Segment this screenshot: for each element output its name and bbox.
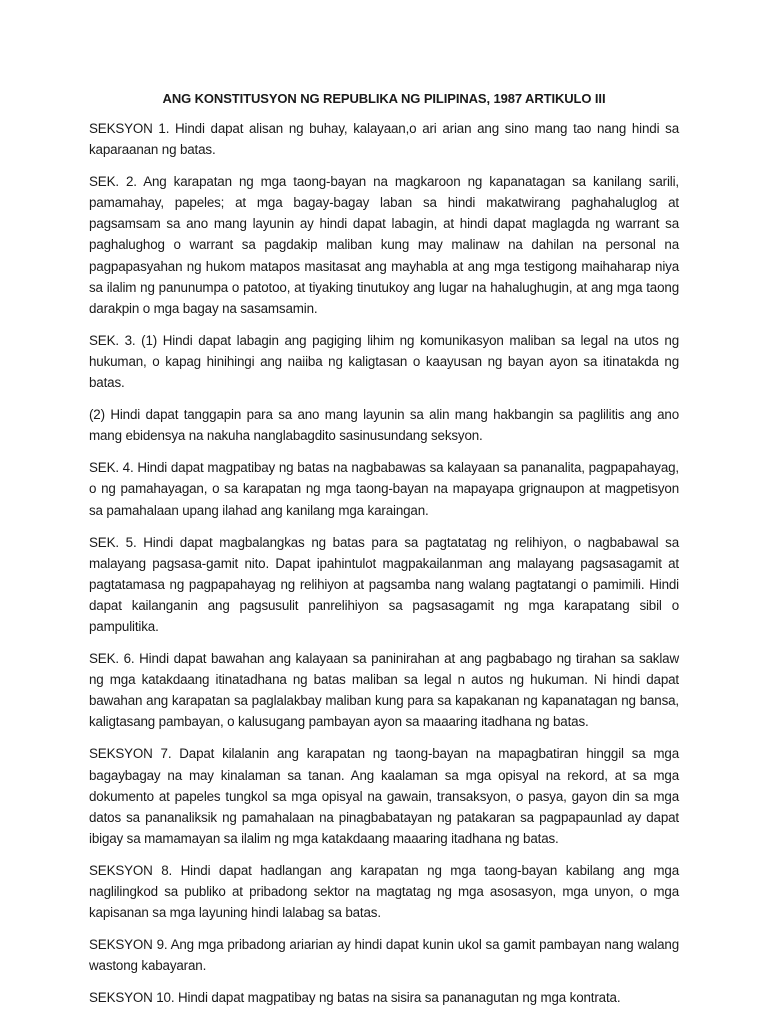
section-3-2-paragraph: (2) Hindi dapat tanggapin para sa ano mang layunin sa alin mang hakbangin sa paglilitis ang ano mang ebidensya na nakuha nanglabagdito sasinusundang seksyon.	[89, 407, 679, 444]
section-9-paragraph: SEKSYON 9. Ang mga pribadong ariarian ay hindi dapat kunin ukol sa gamit pambayan nang walang wastong kabayaran.	[89, 937, 679, 974]
section-8-paragraph: SEKSYON 8. Hindi dapat hadlangan ang karapatan ng mga taong-bayan kabilang ang mga naglilingkod sa publiko at pribadong sektor na magtatag ng mga asosasyon, mga unyon, o mga kapisanan sa mga layuning hindi lalabag sa batas.	[89, 862, 679, 921]
section-10-paragraph: SEKSYON 10. Hindi dapat magpatibay ng batas na sisira sa pananagutan ng mga kontrata.	[89, 990, 621, 1006]
section-7-paragraph: SEKSYON 7. Dapat kilalanin ang karapatan ng taong-bayan na mapagbatiran hinggil sa mga bagaybagay na may kinalaman sa tanan. Ang kaalaman sa mga opisyal na rekord, at sa mga dokumento at papeles tungkol sa mga opisyal na gawain, transaksyon, o pasya, gayon din sa mga datos sa pananaliksik ng pamahalaan na pinagbabatayan ng patakaran sa pagpapaunlad ay dapat ibigay sa mamamayan sa ilalim ng mga katakdaang maaaring itadhana ng batas.	[89, 746, 679, 846]
section-2-paragraph: SEK. 2. Ang karapatan ng mga taong-bayan na magkaroon ng kapanatagan sa kanilang sarili, pamamahay, papeles; at mga bagay-bagay laban sa hindi makatwirang paghahaluglog at pagsamsam sa ano mang layunin ay hindi dapat labagin, at hindi dapat maglagda ng warrant sa paghalughog o warrant sa pagdakip maliban kung may malinaw na dahilan na personal na pagpapasyahan ng hukom matapos masitasat ang mayhabla at ang mga testigong maihaharap niya sa ilalim ng panunumpa o patotoo, at tiyaking tinutukoy ang lugar na hahalughugin, at ang mga taong darakpin o mga bagay na sasamsamin.	[89, 174, 679, 316]
document-body	[89, 118, 679, 1019]
section-5-paragraph: SEK. 5. Hindi dapat magbalangkas ng batas para sa pagtatatag ng relihiyon, o nagbabawal sa malayang pagsasa-gamit nito. Dapat ipahintulot magpakailanman ang malayang pagsasagamit at pagtatamasa ng pagpapahayag ng relihiyon at pagsamba nang walang pagtatangi o pamimili. Hindi dapat kailanganin ang pagsusulit panrelihiyon sa pagsasagamit ng mga karapatang sibil o pampulitika.	[89, 534, 679, 634]
section-4-paragraph: SEK. 4. Hindi dapat magpatibay ng batas na nagbabawas sa kalayaan sa pananalita, pagpapahayag, o ng pamahayagan, o sa karapatan ng mga taong-bayan na mapayapa grignaupon at magpetisyon sa pamahalaan upang ilahad ang kanilang mga karaingan.	[89, 460, 679, 518]
section-1-paragraph: SEKSYON 1. Hindi dapat alisan ng buhay, kalayaan,o ari arian ang sino mang tao nang hindi sa kaparaanan ng batas.	[89, 121, 679, 158]
section-6-paragraph: SEK. 6. Hindi dapat bawahan ang kalayaan sa paninirahan at ang pagbabago ng tirahan sa saklaw ng mga katakdaang itinatadhana ng batas maliban sa legal n autos ng hukuman. Ni hindi dapat bawahan ang karapatan sa paglalakbay maliban kung para sa kapakanan ng kapanatagan ng bansa, kaligtasang pambayan, o kalusugang pambayan ayon sa maaaring itadhana ng batas.	[89, 651, 679, 730]
document-title: ANG KONSTITUSYON NG REPUBLIKA NG PILIPINAS, 1987 ARTIKULO III	[162, 91, 606, 106]
section-3-1-paragraph: SEK. 3. (1) Hindi dapat labagin ang pagiging lihim ng komunikasyon maliban sa legal na utos ng hukuman, o kapag hinihingi ang naiiba ng kaligtasan o kaayusan ng bayan ayon sa itinatakda ng batas.	[89, 332, 679, 391]
